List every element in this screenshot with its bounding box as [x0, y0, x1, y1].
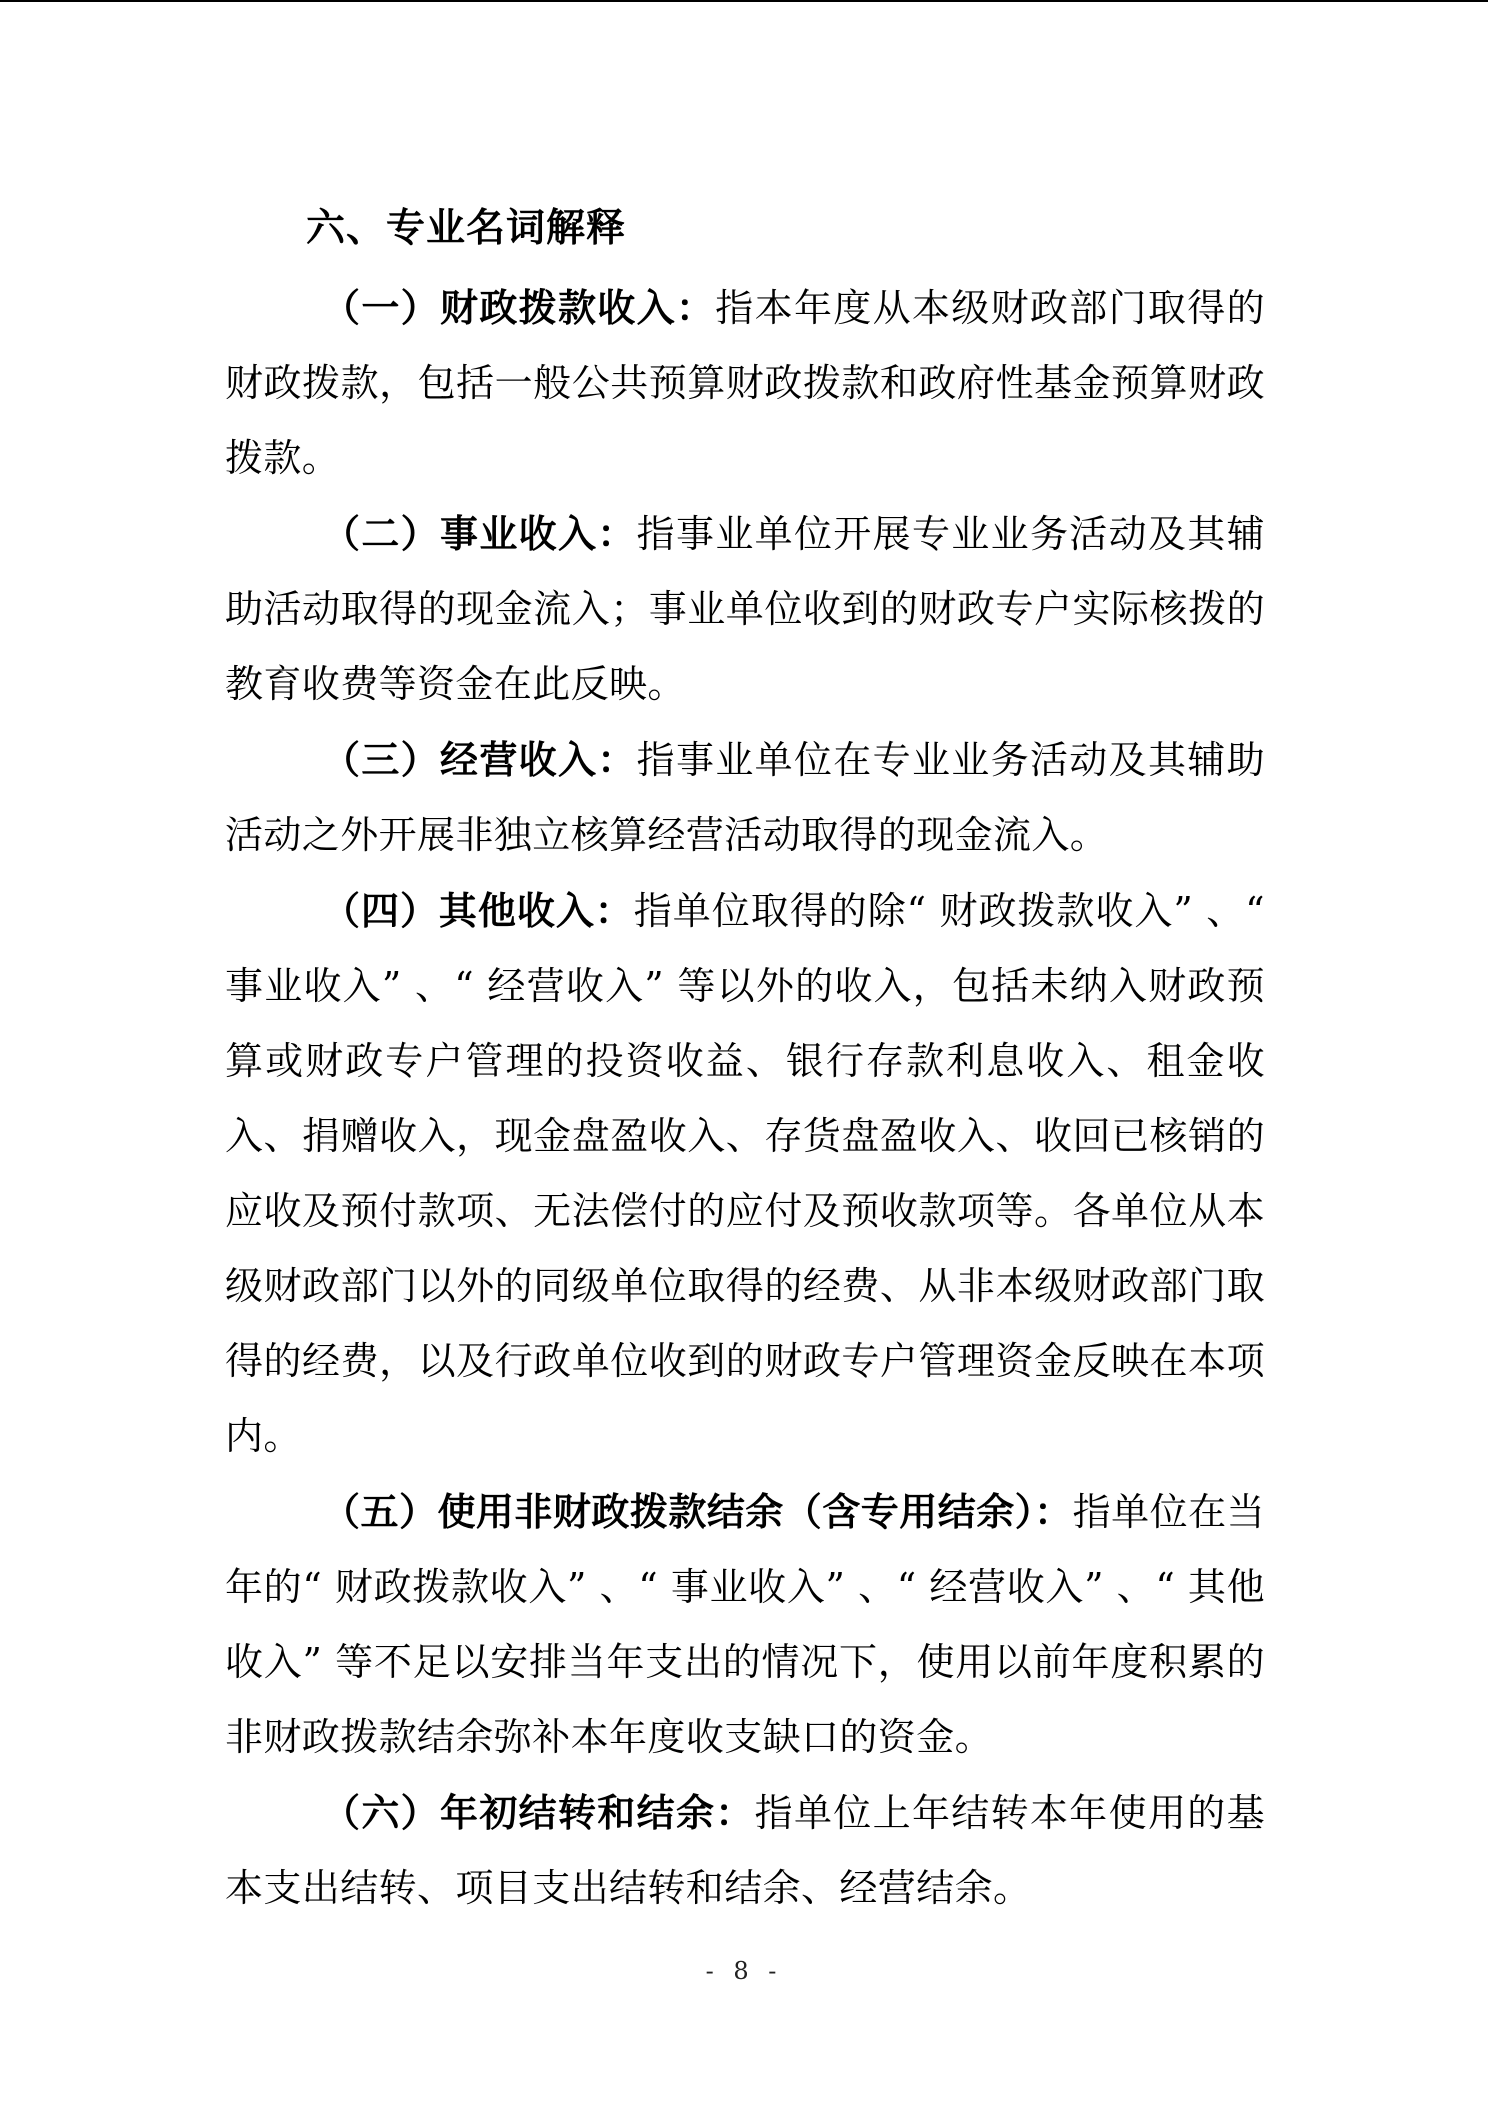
- definition-term: （五）使用非财政拨款结余（含专用结余）：: [322, 1489, 1073, 1534]
- definition-term: （六）年初结转和结余：: [322, 1790, 755, 1835]
- definition-text: 指单位在当年的“ 财政拨款收入” 、“ 事业收入” 、“ 经营收入” 、“ 其他收入” 等不足以安排当年支出的情况下，使用以前年度积累的非财政拨款结余弥补本年度收支缺口的资金。: [225, 1490, 1265, 1759]
- definition-paragraph-1: [225, 270, 1265, 496]
- definition-paragraph-5: [225, 1474, 1265, 1775]
- definition-term: （三）经营收入：: [322, 737, 637, 782]
- definition-text: 指单位上年结转本年使用的基本支出结转、项目支出结转和结余、经营结余。: [225, 1791, 1266, 1910]
- body-text: [225, 270, 1265, 1926]
- definition-term: （一）财政拨款收入：: [322, 285, 716, 330]
- definition-text: 指单位取得的除“ 财政拨款收入” 、“ 事业收入” 、“ 经营收入” 等以外的收入，包括未纳入财政预算或财政专户管理的投资收益、银行存款利息收入、租金收入、捐赠收入，现金盘盈收入、存货盘盈收入、收回已核销的应收及预付款项、无法偿付的应付及预收款项等。各单位从本级财政部门以外的同级单位取得的经费、从非本级财政部门取得的经费，以及行政单位收到的财政专户管理资金反映在本项内。: [225, 889, 1266, 1458]
- definition-paragraph-4: [225, 873, 1265, 1474]
- page-number: - 8 -: [705, 1957, 783, 1985]
- definition-text: 指事业单位在专业业务活动及其辅助活动之外开展非独立核算经营活动取得的现金流入。: [225, 738, 1266, 857]
- definition-term: （四）其他收入：: [322, 888, 634, 933]
- definition-paragraph-2: [225, 496, 1265, 722]
- definition-paragraph-6: [225, 1775, 1265, 1926]
- definition-text: 指事业单位开展专业业务活动及其辅助活动取得的现金流入；事业单位收到的财政专户实际核拨的教育收费等资金在此反映。: [225, 512, 1266, 706]
- definition-paragraph-3: [225, 722, 1265, 873]
- definition-term: （二）事业收入：: [322, 511, 637, 556]
- section-heading: 六、专业名词解释: [306, 205, 627, 251]
- definition-text: 指本年度从本级财政部门取得的财政拨款，包括一般公共预算财政拨款和政府性基金预算财政拨款。: [225, 286, 1265, 480]
